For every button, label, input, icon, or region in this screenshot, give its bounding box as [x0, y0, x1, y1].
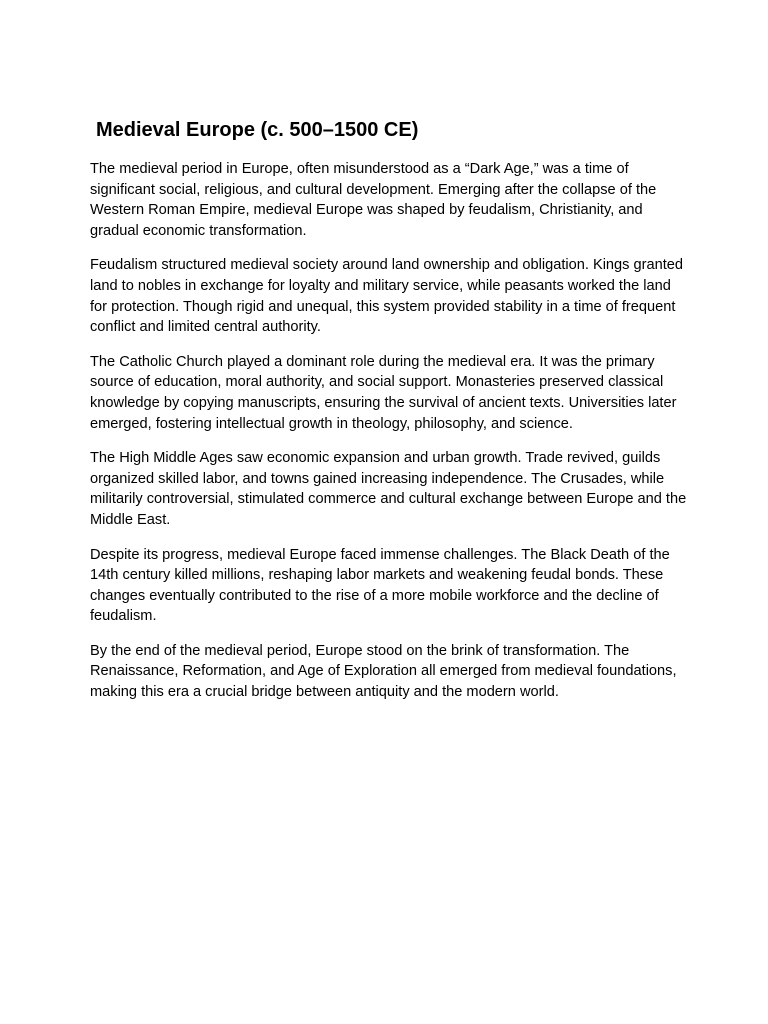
paragraph-challenges: Despite its progress, medieval Europe faced immense challenges. The Black Death of the 14th century killed millions, reshaping labor markets and weakening feudal bonds. These changes eventually contributed to the rise of a more mobile workforce and the decline of feudalism.: [90, 546, 670, 625]
paragraph-intro: The medieval period in Europe, often misunderstood as a “Dark Age,” was a time of significant social, religious, and cultural development. Emerging after the collapse of the Western Roman Empire, medieval Europe was shaped by feudalism, Christianity, and gradual economic transformation.: [90, 161, 657, 239]
document-body: [90, 159, 690, 717]
paragraph-high-middle-ages: The High Middle Ages saw economic expansion and urban growth. Trade revived, guilds organized skilled labor, and towns gained increasing independence. The Crusades, while militarily controversial, stimulated commerce and cultural exchange between Europe and the Middle East.: [90, 450, 687, 528]
paragraph-conclusion: By the end of the medieval period, Europe stood on the brink of transformation. The Renaissance, Reformation, and Age of Exploration all emerged from medieval foundations, making this era a crucial bridge between antiquity and the modern world.: [90, 642, 677, 701]
paragraph-feudalism: Feudalism structured medieval society around land ownership and obligation. Kings granted land to nobles in exchange for loyalty and military service, while peasants worked the land for protection. Though rigid and unequal, this system provided stability in a time of frequent conflict and limited central authority.: [90, 257, 684, 336]
page-title: Medieval Europe (c. 500–1500 CE): [96, 119, 419, 141]
paragraph-church: The Catholic Church played a dominant role during the medieval era. It was the primary source of education, moral authority, and social support. Monasteries preserved classical knowledge by copying manuscripts, ensuring the survival of ancient texts. Universities later emerged, fostering intellectual growth in theology, philosophy, and science.: [90, 353, 677, 432]
